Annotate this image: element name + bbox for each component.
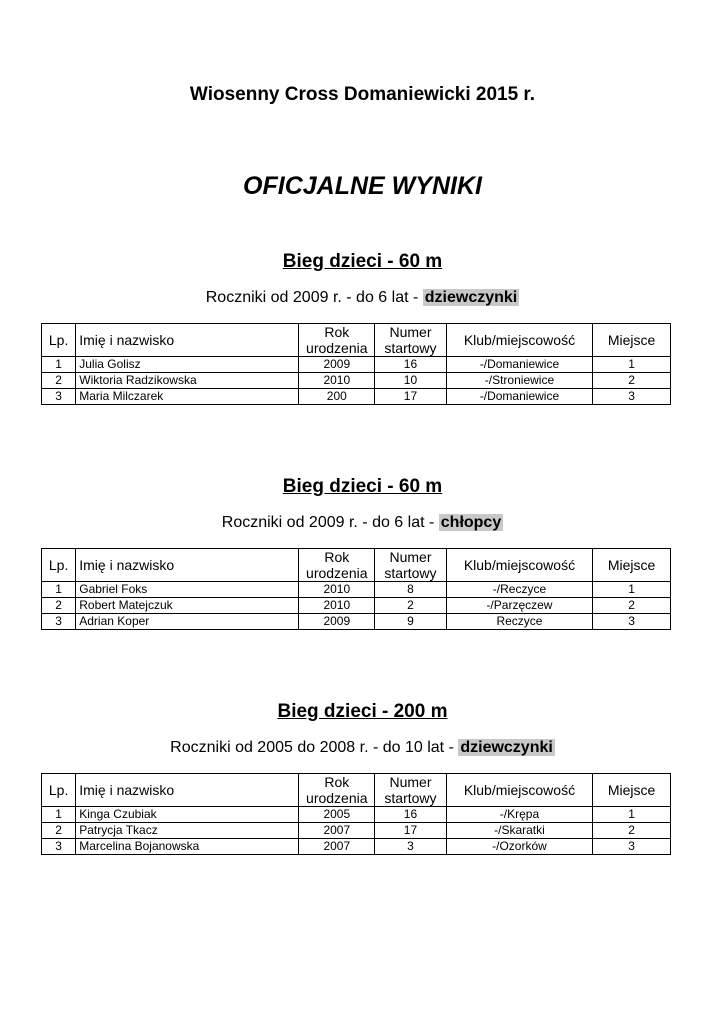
number-header-line2: startowy (384, 565, 437, 581)
col-header-place: Miejsce (593, 774, 671, 807)
gender-label: dziewczynki (460, 739, 553, 756)
cell-year: 2009 (299, 614, 375, 630)
cell-number: 2 (375, 598, 447, 614)
cell-name: Julia Golisz (76, 357, 299, 373)
number-header-line1: Numer (389, 774, 432, 790)
cell-lp: 1 (42, 357, 76, 373)
cell-year: 2007 (299, 839, 375, 855)
col-header-number (375, 774, 447, 807)
col-header-name: Imię i nazwisko (76, 549, 299, 582)
results-table (41, 323, 671, 405)
cell-number: 16 (375, 807, 447, 823)
cell-year: 2010 (299, 598, 375, 614)
table-row (42, 373, 671, 389)
number-header-line2: startowy (384, 340, 437, 356)
cell-club: -/Stroniewice (446, 373, 592, 389)
table-row (42, 598, 671, 614)
section-category (0, 737, 725, 759)
table-row (42, 357, 671, 373)
cell-number: 16 (375, 357, 447, 373)
cell-place: 1 (593, 807, 671, 823)
number-header-line1: Numer (389, 549, 432, 565)
results-section (0, 700, 725, 759)
category-text: Roczniki od 2009 r. - do 6 lat - (205, 289, 423, 306)
cell-lp: 2 (42, 598, 76, 614)
cell-name: Adrian Koper (76, 614, 299, 630)
cell-lp: 1 (42, 807, 76, 823)
cell-name: Maria Milczarek (76, 389, 299, 405)
col-header-name: Imię i nazwisko (76, 774, 299, 807)
cell-name: Patrycja Tkacz (76, 823, 299, 839)
cell-place: 2 (593, 373, 671, 389)
col-header-lp: Lp. (42, 324, 76, 357)
col-header-number (375, 324, 447, 357)
cell-year: 2010 (299, 373, 375, 389)
cell-lp: 3 (42, 614, 76, 630)
category-text: Roczniki od 2005 do 2008 r. - do 10 lat - (170, 739, 459, 756)
year-header-line2: urodzenia (306, 565, 368, 581)
col-header-club: Klub/miejscowość (446, 774, 592, 807)
results-section (0, 475, 725, 534)
cell-number: 3 (375, 839, 447, 855)
col-header-year (299, 774, 375, 807)
cell-lp: 3 (42, 389, 76, 405)
table-row (42, 807, 671, 823)
cell-club: -/Skaratki (446, 823, 592, 839)
section-heading: Bieg dzieci - 200 m (277, 701, 448, 722)
results-section (0, 250, 725, 309)
col-header-number (375, 549, 447, 582)
col-header-place: Miejsce (593, 324, 671, 357)
cell-place: 3 (593, 839, 671, 855)
cell-club: -/Domaniewice (446, 357, 592, 373)
col-header-club: Klub/miejscowość (446, 549, 592, 582)
col-header-lp: Lp. (42, 549, 76, 582)
results-table (41, 773, 671, 855)
cell-club: -/Parzęczew (446, 598, 592, 614)
table-row (42, 389, 671, 405)
col-header-place: Miejsce (593, 549, 671, 582)
cell-club: -/Domaniewice (446, 389, 592, 405)
year-header-line1: Rok (324, 549, 350, 565)
document-title: Wiosenny Cross Domaniewicki 2015 r. (189, 84, 536, 105)
cell-place: 3 (593, 614, 671, 630)
number-header-line2: startowy (384, 790, 437, 806)
year-header-line1: Rok (324, 774, 350, 790)
col-header-club: Klub/miejscowość (446, 324, 592, 357)
results-table (41, 548, 671, 630)
section-heading: Bieg dzieci - 60 m (282, 476, 443, 497)
cell-name: Gabriel Foks (76, 582, 299, 598)
category-text: Roczniki od 2009 r. - do 6 lat - (221, 514, 439, 531)
cell-number: 10 (375, 373, 447, 389)
col-header-name: Imię i nazwisko (76, 324, 299, 357)
year-header-line1: Rok (324, 324, 350, 340)
col-header-lp: Lp. (42, 774, 76, 807)
cell-club: -/Reczyce (446, 582, 592, 598)
cell-lp: 3 (42, 839, 76, 855)
year-header-line2: urodzenia (306, 790, 368, 806)
gender-label: dziewczynki (424, 289, 518, 306)
cell-place: 1 (593, 582, 671, 598)
cell-year: 2007 (299, 823, 375, 839)
table-row (42, 839, 671, 855)
cell-lp: 2 (42, 373, 76, 389)
cell-year: 2005 (299, 807, 375, 823)
cell-year: 2009 (299, 357, 375, 373)
cell-place: 2 (593, 823, 671, 839)
cell-number: 9 (375, 614, 447, 630)
cell-number: 17 (375, 823, 447, 839)
table-header-row (42, 549, 671, 582)
cell-number: 17 (375, 389, 447, 405)
table-header-row (42, 774, 671, 807)
cell-year: 2010 (299, 582, 375, 598)
cell-place: 3 (593, 389, 671, 405)
section-heading: Bieg dzieci - 60 m (282, 251, 443, 272)
cell-lp: 1 (42, 582, 76, 598)
cell-club: Reczyce (446, 614, 592, 630)
cell-lp: 2 (42, 823, 76, 839)
cell-name: Wiktoria Radzikowska (76, 373, 299, 389)
cell-club: -/Ozorków (446, 839, 592, 855)
year-header-line2: urodzenia (306, 340, 368, 356)
number-header-line1: Numer (389, 324, 432, 340)
cell-name: Marcelina Bojanowska (76, 839, 299, 855)
cell-place: 2 (593, 598, 671, 614)
table-row (42, 614, 671, 630)
gender-label: chłopcy (440, 514, 502, 531)
col-header-year (299, 324, 375, 357)
col-header-year (299, 549, 375, 582)
cell-year: 200 (299, 389, 375, 405)
table-header-row (42, 324, 671, 357)
cell-name: Robert Matejczuk (76, 598, 299, 614)
cell-club: -/Krępa (446, 807, 592, 823)
cell-name: Kinga Czubiak (76, 807, 299, 823)
document-subtitle: OFICJALNE WYNIKI (243, 172, 482, 200)
section-category (0, 512, 725, 534)
table-row (42, 582, 671, 598)
section-category (0, 287, 725, 309)
table-row (42, 823, 671, 839)
cell-place: 1 (593, 357, 671, 373)
cell-number: 8 (375, 582, 447, 598)
